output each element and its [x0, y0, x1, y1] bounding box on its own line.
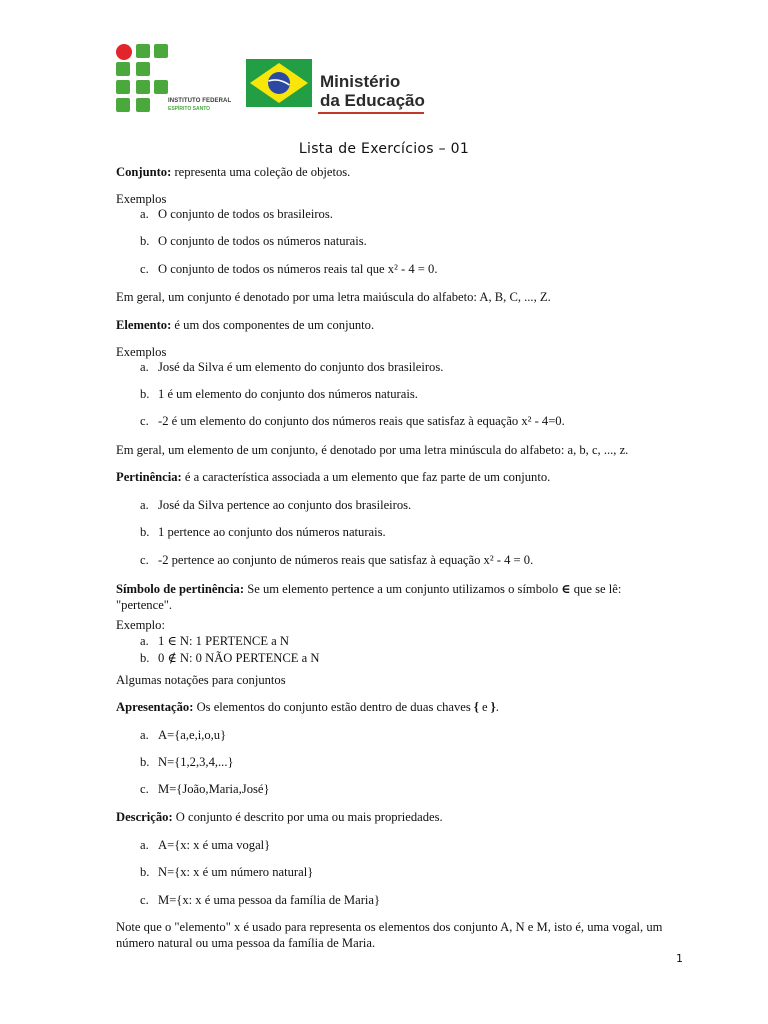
list-marker: a.	[140, 360, 149, 374]
list-marker: b.	[140, 755, 150, 769]
list-marker: b.	[140, 865, 150, 879]
list-item-text: A={a,e,i,o,u}	[158, 728, 227, 742]
list-item	[140, 727, 226, 743]
list-marker: c.	[140, 414, 149, 428]
element-of-symbol: ∈	[561, 582, 571, 596]
elemento-examples-label: Exemplos	[116, 345, 167, 359]
list-item-text: O conjunto de todos os números naturais.	[158, 234, 367, 248]
elemento-note: Em geral, um elemento de um conjunto, é denotado por uma letra minúscula do alfabeto: a, b, c, ..., z.	[116, 443, 629, 457]
list-item	[140, 206, 333, 222]
pertinencia-definition	[116, 469, 550, 485]
list-item-text: 1 ∈ N: 1 PERTENCE a N	[158, 634, 289, 648]
descricao-definition	[116, 809, 443, 825]
list-item-text: N={1,2,3,4,...}	[158, 755, 234, 769]
simbolo-definition-line2: "pertence".	[116, 598, 173, 612]
list-item-text: N={x: x é um número natural}	[158, 865, 314, 879]
list-item	[140, 386, 418, 402]
mec-title-line1: Ministério	[320, 72, 401, 91]
ifes-subtitle: ESPÍRITO SANTO	[168, 106, 211, 112]
list-item-text: A={x: x é uma vogal}	[158, 838, 271, 852]
ifes-square	[136, 80, 150, 94]
list-item-text: José da Silva é um elemento do conjunto dos brasileiros.	[158, 360, 444, 374]
simbolo-term: Símbolo de pertinência:	[116, 582, 245, 596]
list-item	[140, 233, 367, 249]
mec-title-line2: da Educação	[320, 91, 425, 110]
apresentacao-definition-text: Os elementos do conjunto estão dentro de duas chaves	[193, 700, 474, 714]
list-marker: c.	[140, 262, 149, 276]
list-item-text: M={João,Maria,José}	[158, 782, 270, 796]
ifes-logo	[114, 42, 234, 114]
ifes-red-dot-icon	[116, 44, 132, 60]
elemento-definition-text: é um dos componentes de um conjunto.	[171, 318, 375, 332]
list-item-text: O conjunto de todos os números reais tal que x² - 4 = 0.	[158, 262, 438, 276]
ifes-square	[116, 62, 130, 76]
list-item-text: 0 ∉ N: 0 NÃO PERTENCE a N	[158, 651, 320, 665]
list-item	[140, 837, 270, 853]
brazil-flag-icon	[246, 59, 312, 107]
list-item	[140, 261, 438, 277]
simbolo-definition	[116, 581, 621, 597]
conjunto-definition	[116, 164, 350, 180]
list-marker: b.	[140, 234, 150, 248]
list-marker: b.	[140, 525, 150, 539]
conjunto-definition-text: representa uma coleção de objetos.	[171, 165, 351, 179]
list-marker: a.	[140, 728, 149, 742]
list-item-text: 1 é um elemento do conjunto dos números naturais.	[158, 387, 418, 401]
list-marker: c.	[140, 782, 149, 796]
page-number: 1	[676, 952, 683, 965]
ifes-square	[154, 44, 168, 58]
ifes-square	[136, 62, 150, 76]
list-item-text: O conjunto de todos os brasileiros.	[158, 207, 333, 221]
list-marker: b.	[140, 651, 150, 665]
list-marker: b.	[140, 387, 150, 401]
list-marker: a.	[140, 838, 149, 852]
list-marker: c.	[140, 553, 149, 567]
list-marker: a.	[140, 634, 149, 648]
list-item	[140, 892, 380, 908]
list-marker: a.	[140, 498, 149, 512]
list-marker: a.	[140, 207, 149, 221]
final-note-line2: número natural ou uma pessoa da família de Maria.	[116, 936, 376, 950]
mec-logo	[246, 56, 426, 116]
brace-open: {	[473, 700, 479, 714]
list-marker: c.	[140, 893, 149, 907]
conjunto-examples-label: Exemplos	[116, 192, 167, 206]
descricao-term: Descrição:	[116, 810, 173, 824]
descricao-definition-text: O conjunto é descrito por uma ou mais propriedades.	[172, 810, 443, 824]
list-item-text: M={x: x é uma pessoa da família de Maria}	[158, 893, 381, 907]
elemento-definition	[116, 317, 374, 333]
ifes-square	[136, 98, 150, 112]
list-item	[140, 864, 313, 880]
page-title: Lista de Exercícios – 01	[298, 141, 470, 157]
ifes-square	[116, 80, 130, 94]
list-item	[140, 497, 411, 513]
ifes-square	[154, 80, 168, 94]
list-item	[140, 754, 234, 770]
list-item	[140, 650, 319, 666]
list-item-text: -2 pertence ao conjunto de números reais que satisfaz à equação x² - 4 = 0.	[158, 553, 534, 567]
simbolo-example-label: Exemplo:	[116, 618, 165, 632]
mec-title	[320, 72, 425, 110]
ifes-square	[116, 98, 130, 112]
pertinencia-term: Pertinência:	[116, 470, 182, 484]
conj-text: e	[478, 700, 491, 714]
ifes-square	[136, 44, 150, 58]
apresentacao-term: Apresentação:	[116, 700, 194, 714]
list-item	[140, 781, 270, 797]
notacoes-heading: Algumas notações para conjuntos	[116, 673, 286, 687]
list-item	[140, 413, 565, 429]
apresentacao-definition	[116, 699, 499, 715]
list-item	[140, 359, 443, 375]
conjunto-note: Em geral, um conjunto é denotado por uma letra maiúscula do alfabeto: A, B, C, ..., Z.	[116, 290, 551, 304]
conjunto-term: Conjunto:	[116, 165, 172, 179]
period: .	[495, 700, 499, 714]
list-item-text: José da Silva pertence ao conjunto dos brasileiros.	[158, 498, 412, 512]
ifes-name: INSTITUTO FEDERAL	[168, 98, 232, 104]
pertinencia-definition-text: é a característica associada a um elemento que faz parte de um conjunto.	[181, 470, 551, 484]
list-item	[140, 552, 533, 568]
simbolo-definition-tail: que se lê:	[570, 582, 622, 596]
final-note-line1: Note que o "elemento" x é usado para representa os elementos dos conjunto A, N e M, isto é, uma vogal, um	[116, 920, 663, 934]
elemento-term: Elemento:	[116, 318, 172, 332]
brace-close: }	[490, 700, 496, 714]
mec-underline	[318, 112, 424, 114]
list-item-text: -2 é um elemento do conjunto dos números reais que satisfaz à equação x² - 4=0.	[158, 414, 565, 428]
list-item	[140, 524, 386, 540]
list-item-text: 1 pertence ao conjunto dos números naturais.	[158, 525, 386, 539]
simbolo-definition-text: Se um elemento pertence a um conjunto utilizamos o símbolo	[244, 582, 562, 596]
list-item	[140, 633, 289, 649]
